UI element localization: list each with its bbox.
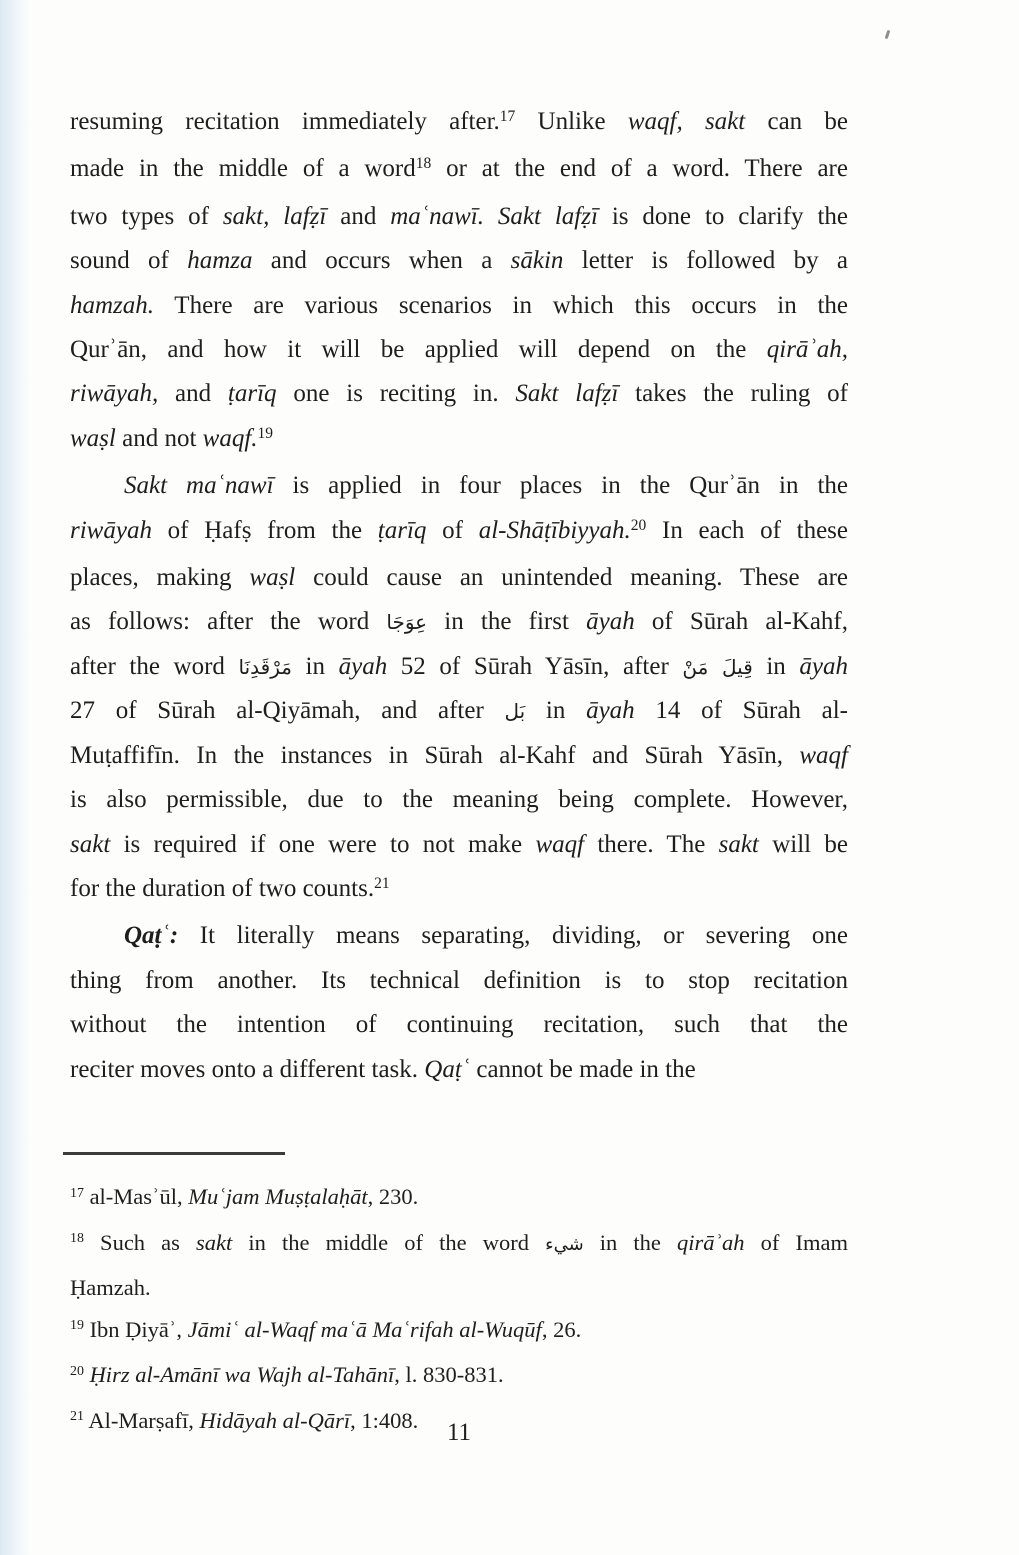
text-segment: Muʿjam Muṣṭalaḥāt <box>188 1184 368 1209</box>
footnote-reference: 17 <box>70 1185 84 1201</box>
text-segment: Sakt maʿnawī <box>124 472 274 500</box>
footnote-reference: 18 <box>70 1231 84 1247</box>
text-segment: and <box>158 380 228 408</box>
text-segment: without the intention of continuing recitation, such that the <box>70 1011 848 1039</box>
footnote-reference: 19 <box>70 1318 84 1334</box>
text-segment: Such as <box>83 1229 197 1255</box>
text-segment: will be <box>758 830 848 858</box>
text-segment: Ḥamzah. <box>70 1275 151 1300</box>
text-segment: , 26. <box>541 1316 582 1342</box>
text-line <box>70 372 848 416</box>
text-segment: waṣl <box>70 424 116 452</box>
text-segment: is required if one were to not make <box>110 830 536 858</box>
text-segment: al-Masʾūl, <box>83 1184 189 1209</box>
text-segment: sakt <box>704 108 746 135</box>
term-heading: Qaṭʿ: <box>124 922 179 950</box>
text-segment: or at the end of a word. There are <box>431 155 848 183</box>
text-line <box>70 1176 848 1222</box>
text-segment: 14 of Sūrah al- <box>634 697 849 725</box>
text-segment: Hidāyah al-Qārī <box>199 1407 351 1433</box>
text-segment: of Ḥafṣ from the <box>151 516 378 544</box>
text-segment: sākin <box>510 247 564 275</box>
text-line <box>70 147 848 194</box>
text-line <box>70 959 848 1003</box>
page-number: 11 <box>446 1419 472 1446</box>
text-segment: letter is followed by a <box>563 247 848 275</box>
text-segment: ṭarīq <box>377 516 427 544</box>
scan-artifact <box>885 30 891 39</box>
text-line <box>70 734 848 778</box>
text-segment: Muṭaffifīn. In the instances in Sūrah al-Kahf and Sūrah Yāsīn, <box>70 741 800 769</box>
page-edge-shadow <box>0 0 30 1555</box>
text-segment: as follows: after the word <box>70 608 387 636</box>
footnote-18 <box>70 1222 848 1309</box>
text-segment: Qaṭʿ <box>424 1055 471 1083</box>
text-segment: , 230. <box>367 1184 419 1209</box>
text-segment: al-Shāṭībiyyah. <box>478 516 631 544</box>
paragraph-sakt-manawi <box>70 464 848 914</box>
text-segment: takes the ruling of <box>618 380 849 408</box>
text-segment: in the middle of the word <box>232 1229 546 1255</box>
text-segment: in the <box>583 1229 678 1255</box>
text-line <box>70 509 848 556</box>
text-line <box>70 239 848 283</box>
text-segment: in <box>752 652 800 680</box>
paragraph-qat <box>70 914 848 1092</box>
footnotes <box>70 1176 848 1445</box>
text-segment: sakt, lafẓī <box>222 202 327 230</box>
text-segment: āyah <box>586 608 635 636</box>
text-segment: there. The <box>584 830 719 858</box>
text-segment: waqf. <box>202 424 258 452</box>
text-line <box>70 1048 848 1092</box>
text-line <box>70 1354 848 1400</box>
text-segment: It literally means separating, dividing, or severing one <box>178 922 848 950</box>
text-segment: Sakt lafẓī <box>515 380 619 408</box>
text-segment: in <box>291 652 339 680</box>
text-segment: places, making <box>70 564 250 592</box>
footnote-20 <box>70 1354 848 1400</box>
text-line <box>70 778 848 822</box>
text-segment: Ḥirz al-Amānī wa Wajh al-Tahānī <box>89 1362 395 1387</box>
text-segment: riwāyah, <box>70 380 159 408</box>
body-text <box>70 100 848 1092</box>
text-segment: ṭarīq <box>227 380 277 408</box>
arabic-word: قِيلَ مَنْ <box>682 654 753 679</box>
text-segment: qirāʾah, <box>766 336 848 364</box>
text-segment: hamzah. <box>70 291 155 319</box>
arabic-word: بَل <box>504 699 526 724</box>
text-segment: āyah <box>586 697 635 725</box>
text-segment: is done to clarify the <box>597 202 848 230</box>
text-segment: There are various scenarios in which this occurs in the <box>154 291 848 319</box>
arabic-word: عِوَجَا <box>386 610 428 635</box>
text-line <box>70 1267 848 1309</box>
text-segment: in the first <box>427 608 587 636</box>
text-segment: hamza <box>187 247 253 275</box>
text-line <box>70 417 848 464</box>
text-segment: and <box>326 202 391 230</box>
text-segment: sakt <box>718 830 759 858</box>
text-segment: āyah <box>799 652 849 680</box>
arabic-word: شيء <box>545 1233 584 1255</box>
text-line <box>70 556 848 600</box>
text-line <box>70 328 848 372</box>
text-segment: waqf, <box>627 108 683 135</box>
text-segment: and occurs when a <box>252 247 511 275</box>
footnote-17 <box>70 1176 848 1222</box>
text-segment: is applied in four places in the Qurʾān in the <box>273 472 848 500</box>
text-segment: one is reciting in. <box>276 380 516 408</box>
text-line <box>70 689 848 733</box>
text-segment: qirāʾah <box>677 1229 745 1255</box>
footnote-reference: 21 <box>70 1409 84 1425</box>
text-segment: can be <box>745 108 849 135</box>
text-line <box>70 867 848 914</box>
text-segment: 27 of Sūrah al-Qiyāmah, and after <box>70 697 505 725</box>
text-segment: of Imam <box>744 1229 848 1255</box>
text-segment: resuming recitation immediately after. <box>70 108 500 135</box>
text-segment: reciter moves onto a different task. <box>70 1055 425 1083</box>
paragraph-sakt-continuation <box>70 100 848 464</box>
footnote-19 <box>70 1309 848 1355</box>
text-segment: could cause an unintended meaning. These are <box>295 564 848 592</box>
text-line <box>70 823 848 867</box>
text-line <box>70 195 848 239</box>
text-segment: two types of <box>70 202 223 230</box>
text-segment: for the duration of two counts. <box>70 874 375 902</box>
text-segment: waṣl <box>249 564 296 592</box>
text-segment: Ibn Ḍiyāʾ, <box>83 1316 188 1342</box>
text-segment: and not <box>115 424 203 452</box>
text-segment: made in the middle of a word <box>70 155 416 183</box>
text-segment: riwāyah <box>70 516 152 544</box>
text-line <box>70 600 848 644</box>
footnote-reference: 17 <box>499 107 516 125</box>
text-segment: sakt <box>70 830 111 858</box>
text-segment: 52 of Sūrah Yāsīn, after <box>387 652 683 680</box>
text-segment: āyah <box>338 652 388 680</box>
text-line <box>70 100 848 147</box>
footnote-reference: 21 <box>374 874 390 892</box>
text-line <box>70 914 848 958</box>
text-segment <box>683 108 705 135</box>
text-line <box>70 1309 848 1355</box>
footnote-reference: 20 <box>70 1363 84 1379</box>
text-line <box>70 645 848 689</box>
arabic-word: مَرْقَدِنَا <box>238 654 292 679</box>
text-segment: cannot be made in the <box>470 1055 696 1083</box>
text-segment: is also permissible, due to the meaning being complete. However, <box>70 786 848 814</box>
text-segment: in <box>525 697 587 725</box>
text-segment: thing from another. Its technical definition is to stop recitation <box>70 966 848 994</box>
text-segment: of <box>426 516 479 544</box>
text-segment: sound of <box>70 247 188 275</box>
text-segment: waqf <box>799 741 848 769</box>
text-line <box>70 1003 848 1047</box>
text-segment: Al-Marṣafī, <box>83 1407 200 1433</box>
footnote-reference: 20 <box>630 516 647 534</box>
text-segment: , 1:408. <box>350 1407 419 1433</box>
text-line <box>70 1222 848 1268</box>
text-segment: Jāmiʿ al-Waqf maʿā Maʿrifah al-Wuqūf <box>187 1316 542 1342</box>
text-segment: , l. 830-831. <box>394 1362 504 1387</box>
footnote-reference: 19 <box>257 424 274 442</box>
text-segment: after the word <box>70 652 239 680</box>
text-segment: waqf <box>535 830 585 858</box>
footnote-separator <box>63 1152 285 1155</box>
text-segment: maʿnawī. Sakt lafẓī <box>390 202 598 230</box>
text-segment: Qurʾān, and how it will be applied will depend on the <box>70 336 767 364</box>
text-segment: Unlike <box>515 108 628 135</box>
text-segment: of Sūrah al-Kahf, <box>634 608 849 636</box>
text-segment: In each of these <box>646 516 848 544</box>
text-segment: sakt <box>196 1229 233 1255</box>
footnote-reference: 18 <box>415 155 432 173</box>
text-line <box>70 464 848 508</box>
text-line <box>70 284 848 328</box>
